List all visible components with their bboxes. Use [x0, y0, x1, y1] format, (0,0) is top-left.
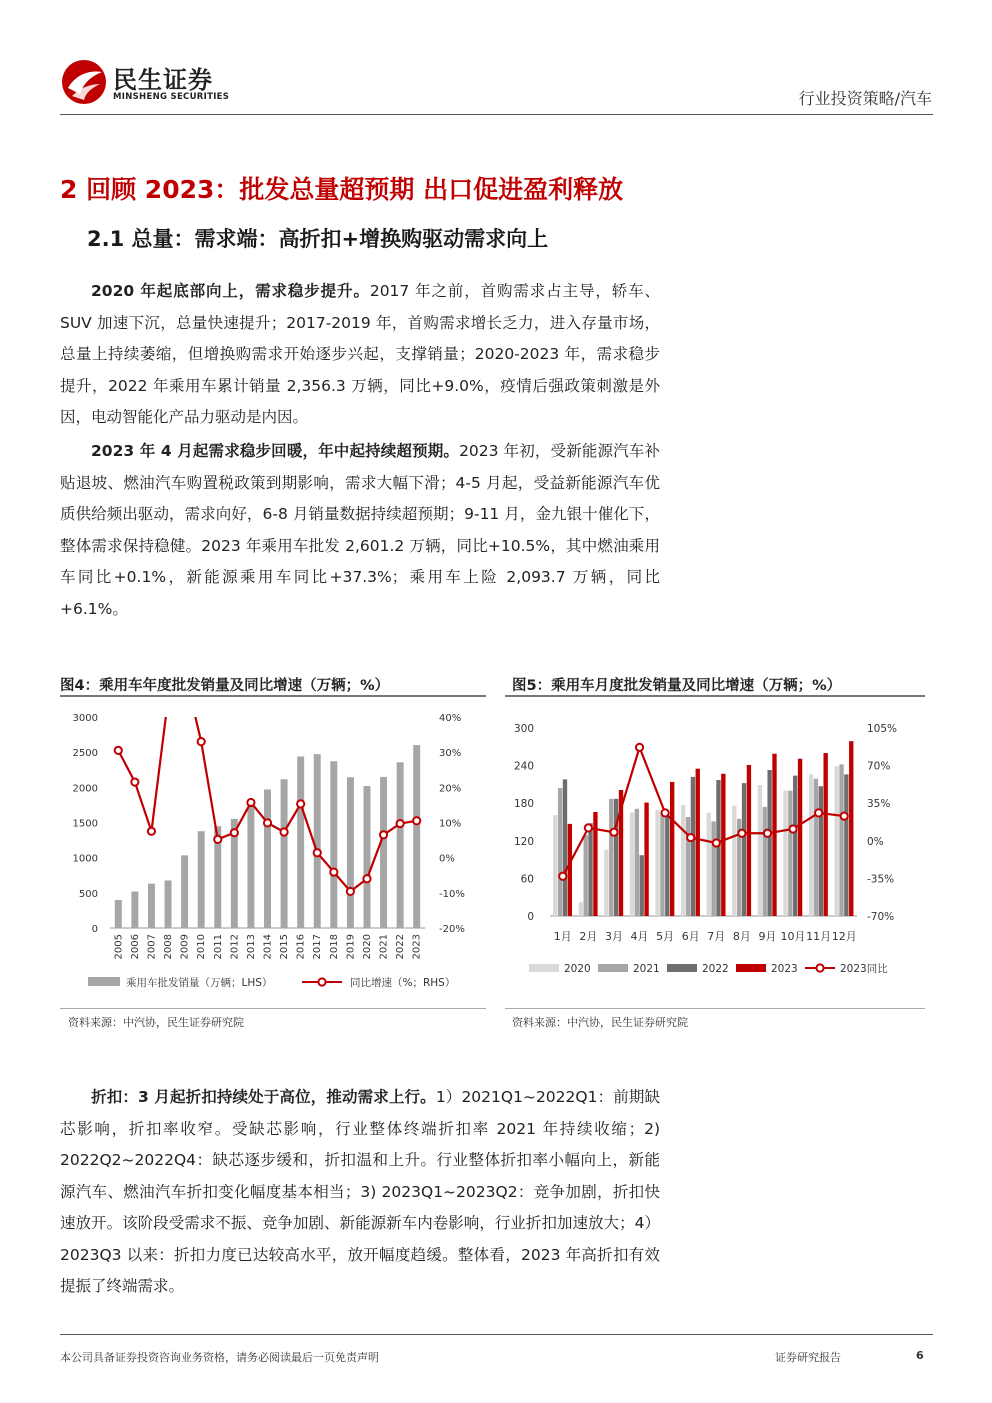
- y-left-tick-label: 0: [91, 924, 98, 935]
- bar: [553, 815, 557, 916]
- line-point: [738, 830, 745, 837]
- legend-label: 2021: [633, 963, 660, 975]
- figure-5-source: 资料来源：中汽协，民生证券研究院: [512, 1016, 688, 1029]
- page-number: 6: [916, 1349, 924, 1362]
- x-tick-label: 2013: [245, 934, 257, 960]
- line-point: [662, 809, 669, 816]
- bar: [165, 880, 172, 928]
- line-point: [198, 738, 205, 745]
- x-tick-label: 2009: [179, 934, 191, 960]
- bar: [584, 835, 588, 916]
- figure-5-title: 图5：乘用车月度批发销量及同比增速（万辆；%）: [512, 678, 842, 694]
- line-point: [413, 817, 420, 824]
- bar: [347, 777, 354, 928]
- y-right-tick-label: 0%: [439, 853, 455, 865]
- legend-swatch-marker: [816, 964, 823, 971]
- x-tick-label: 2023: [411, 934, 423, 960]
- legend-label: 乘用车批发销量（万辆；LHS）: [126, 977, 273, 989]
- bar: [568, 824, 572, 916]
- x-tick-label: 4月: [630, 930, 649, 943]
- x-tick-label: 2018: [328, 934, 340, 960]
- line-point: [297, 800, 304, 807]
- paragraph-demand: [60, 276, 660, 434]
- bar: [588, 823, 592, 916]
- y-left-tick-label: 3000: [72, 713, 98, 724]
- paragraph-body: 2017 年之前，首购需求占主导，轿车、SUV 加速下沉，总量快速提升；2017-2019 年，首购需求增长乏力，进入存量市场，总量上持续萎缩，但增换购需求开始逐步兴起，支撑销量；2020-2023 年，需求稳步提升，2022 年乘用车累计销量 2,356.3 万辆，同比+9.0%，疫情后强政策刺激是外因，电动智能化产品力驱动是内因。: [60, 282, 660, 426]
- bar: [783, 791, 787, 916]
- line-point: [330, 868, 337, 875]
- y-left-tick-label: 240: [513, 760, 534, 773]
- line-point: [214, 836, 221, 843]
- y-left-tick-label: 1000: [72, 853, 98, 865]
- x-tick-label: 2014: [262, 934, 274, 960]
- y-right-tick-label: -70%: [867, 911, 895, 923]
- bar: [604, 850, 608, 916]
- bar: [198, 831, 205, 928]
- y-right-tick-label: -20%: [439, 924, 465, 935]
- line-point: [115, 747, 122, 754]
- legend-swatch-bar: [736, 964, 766, 972]
- y-right-tick-label: 20%: [439, 783, 462, 795]
- bar: [686, 817, 690, 916]
- line-point: [713, 839, 720, 846]
- x-tick-label: 11月: [806, 930, 832, 943]
- bar: [732, 806, 736, 916]
- x-tick-label: 2019: [345, 934, 357, 960]
- paragraph-lead: 2020 年起底部向上，需求稳步提升。: [91, 282, 370, 300]
- y-left-tick-label: 500: [78, 888, 98, 900]
- x-tick-label: 7月: [707, 930, 726, 943]
- bar: [181, 855, 188, 928]
- line-point: [314, 849, 321, 856]
- y-left-tick-label: 300: [513, 723, 534, 735]
- y-left-tick-label: 180: [513, 798, 534, 811]
- x-tick-label: 6月: [681, 930, 700, 943]
- x-tick-label: 2010: [196, 934, 208, 960]
- bar: [579, 902, 583, 916]
- figure-4-bottom-rule: [60, 1008, 486, 1009]
- bar: [716, 780, 720, 916]
- y-right-tick-label: 10%: [439, 818, 462, 830]
- section-heading: 2 回顾 2023：批发总量超预期 出口促进盈利释放: [60, 175, 624, 204]
- figure-4-top-rule: [60, 695, 486, 697]
- figure-5-chart: [505, 700, 925, 1005]
- line-point: [841, 812, 848, 819]
- bar: [297, 757, 304, 928]
- y-left-tick-label: 120: [513, 835, 534, 848]
- legend-label: 2023同比: [840, 963, 888, 975]
- bar: [630, 813, 634, 916]
- figure-5-top-rule: [505, 695, 925, 697]
- logo-name: 民生证券: [113, 66, 213, 94]
- legend-label: 同比增速（%；RHS）: [350, 977, 456, 989]
- legend-swatch-bar: [529, 964, 559, 972]
- x-tick-label: 12月: [831, 930, 857, 943]
- bar: [742, 783, 746, 916]
- bar: [148, 884, 155, 928]
- bar: [640, 855, 644, 916]
- bar: [330, 761, 337, 928]
- x-tick-label: 2月: [579, 930, 598, 943]
- y-left-tick-label: 2500: [72, 748, 98, 760]
- x-tick-label: 1月: [553, 930, 572, 943]
- bar: [681, 805, 685, 916]
- legend-label: 2023: [771, 963, 798, 975]
- bar: [814, 779, 818, 916]
- y-left-tick-label: 0: [527, 911, 534, 923]
- bar: [834, 766, 838, 916]
- line-point: [687, 834, 694, 841]
- x-tick-label: 2017: [312, 934, 324, 960]
- y-right-tick-label: 40%: [439, 713, 462, 724]
- x-tick-label: 8月: [732, 930, 751, 943]
- x-tick-label: 2015: [279, 934, 291, 960]
- line-point: [131, 778, 138, 785]
- bar: [609, 799, 613, 916]
- bar: [788, 791, 792, 916]
- bar: [247, 802, 254, 928]
- figure-5-bottom-rule: [505, 1008, 925, 1009]
- bar: [563, 779, 567, 916]
- y-right-tick-label: 30%: [439, 748, 462, 760]
- y-left-tick-label: 1500: [72, 818, 98, 830]
- bar: [363, 786, 370, 928]
- bar: [747, 765, 751, 916]
- bar: [711, 821, 715, 916]
- bar: [413, 745, 420, 928]
- x-tick-label: 9月: [758, 930, 777, 943]
- logo-name-en: MINSHENG SECURITIES: [113, 92, 230, 102]
- line-point: [764, 830, 771, 837]
- bar: [763, 807, 767, 916]
- x-tick-label: 2016: [295, 934, 307, 960]
- footer-disclaimer: 本公司具备证券投资咨询业务资格，请务必阅读最后一页免责声明: [60, 1351, 379, 1364]
- legend-swatch-marker: [318, 978, 325, 985]
- legend-swatch-bar: [667, 964, 697, 972]
- bar: [767, 770, 771, 916]
- line-point: [347, 888, 354, 895]
- bar: [819, 786, 823, 916]
- report-category: 行业投资策略/汽车: [798, 89, 932, 108]
- x-tick-label: 5月: [656, 930, 675, 943]
- bar: [660, 812, 664, 916]
- footer-divider: [60, 1334, 933, 1335]
- bar: [314, 754, 321, 928]
- paragraph-recovery: [60, 436, 660, 625]
- x-tick-label: 2007: [146, 934, 158, 960]
- subsection-heading: 2.1 总量：需求端：高折扣+增换购驱动需求向上: [87, 227, 549, 251]
- line-point: [610, 829, 617, 836]
- bar: [131, 892, 138, 928]
- x-tick-label: 2020: [361, 934, 373, 960]
- bar: [772, 754, 776, 916]
- figure-4-source: 资料来源：中汽协，民生证券研究院: [68, 1016, 244, 1029]
- line-point: [247, 799, 254, 806]
- line-point: [636, 744, 643, 751]
- line-point: [815, 809, 822, 816]
- bar: [696, 769, 700, 916]
- line-point: [380, 831, 387, 838]
- bar: [849, 741, 853, 916]
- y-right-tick-label: 70%: [867, 760, 891, 773]
- paragraph-discount: [60, 1082, 660, 1303]
- x-tick-label: 2005: [113, 934, 125, 960]
- bar: [281, 779, 288, 928]
- x-tick-label: 2022: [395, 934, 407, 960]
- y-right-tick-label: 0%: [867, 835, 884, 848]
- line-point: [789, 825, 796, 832]
- legend-label: 2020: [564, 963, 591, 975]
- bar: [839, 764, 843, 916]
- bar: [397, 762, 404, 928]
- x-tick-label: 2011: [212, 934, 224, 960]
- line-point: [148, 828, 155, 835]
- line-point: [397, 820, 404, 827]
- bar: [115, 900, 122, 928]
- line-point: [231, 829, 238, 836]
- header-divider: [60, 114, 933, 115]
- logo-icon: [60, 58, 108, 106]
- figure-4-title: 图4：乘用车年度批发销量及同比增速（万辆；%）: [60, 678, 390, 694]
- paragraph-lead: 2023 年 4 月起需求稳步回暖，年中起持续超预期。: [91, 442, 460, 460]
- legend-swatch-bar: [88, 977, 120, 986]
- bar: [670, 782, 674, 916]
- y-right-tick-label: 35%: [867, 798, 891, 811]
- bar: [264, 789, 271, 928]
- bar: [644, 803, 648, 916]
- paragraph-lead: 折扣：3 月起折扣持续处于高位，推动需求上行。: [91, 1088, 436, 1106]
- figure-4-chart: [60, 700, 486, 1005]
- bar: [793, 776, 797, 916]
- y-right-tick-label: 105%: [867, 723, 898, 735]
- y-right-tick-label: -35%: [867, 873, 895, 886]
- bar: [655, 810, 659, 916]
- bar: [665, 814, 669, 916]
- line-point: [264, 819, 271, 826]
- x-tick-label: 2008: [163, 934, 175, 960]
- line-point: [280, 828, 287, 835]
- x-tick-label: 2021: [378, 934, 390, 960]
- x-tick-label: 2006: [129, 934, 141, 960]
- legend-swatch-bar: [598, 964, 628, 972]
- bar: [707, 813, 711, 916]
- bar: [798, 759, 802, 916]
- bar: [758, 785, 762, 916]
- bar: [844, 774, 848, 916]
- paragraph-body: 2023 年初，受新能源汽车补贴退坡、燃油汽车购置税政策到期影响，需求大幅下滑；4-5 月起，受益新能源汽车优质供给频出驱动，需求向好，6-8 月销量数据持续超预期；9-11 月，金九银十催化下，整体需求保持稳健。2023 年乘用车批发 2,601.2 万辆，同比+10.5%，其中燃油乘用车同比+0.1%，新能源乘用车同比+37.3%；乘用车上险 2,093.7 万辆，同比+6.1%。: [60, 442, 660, 618]
- y-right-tick-label: -10%: [439, 888, 465, 900]
- y-left-tick-label: 2000: [72, 783, 98, 795]
- line-point: [585, 824, 592, 831]
- bar: [635, 809, 639, 916]
- bar: [823, 753, 827, 916]
- bar: [593, 812, 597, 916]
- bar: [809, 774, 813, 916]
- footer-report-type: 证券研究报告: [775, 1351, 841, 1364]
- bar: [691, 777, 695, 916]
- y-left-tick-label: 60: [520, 873, 534, 886]
- line-point: [363, 875, 370, 882]
- x-tick-label: 2012: [229, 934, 241, 960]
- bar: [380, 777, 387, 928]
- legend-label: 2022: [702, 963, 729, 975]
- line-point: [559, 873, 566, 880]
- bar: [721, 774, 725, 916]
- x-tick-label: 10月: [780, 930, 806, 943]
- x-tick-label: 3月: [604, 930, 623, 943]
- bar: [558, 788, 562, 916]
- paragraph-body: 1）2021Q1~2022Q1：前期缺芯影响，折扣率收窄。受缺芯影响，行业整体终端折扣率 2021 年持续收缩；2) 2022Q2~2022Q4：缺芯逐步缓和，折扣温和上升。行业整体折扣率小幅向上，新能源汽车、燃油汽车折扣变化幅度基本相当；3) 2023Q1~2023Q2：竞争加剧，折扣快速放开。该阶段受需求不振、竞争加剧、新能源新车内卷影响，行业折扣加速放大；4）2023Q3 以来：折扣力度已达较高水平，放开幅度趋缓。整体看，2023 年高折扣有效提振了终端需求。: [60, 1088, 660, 1295]
